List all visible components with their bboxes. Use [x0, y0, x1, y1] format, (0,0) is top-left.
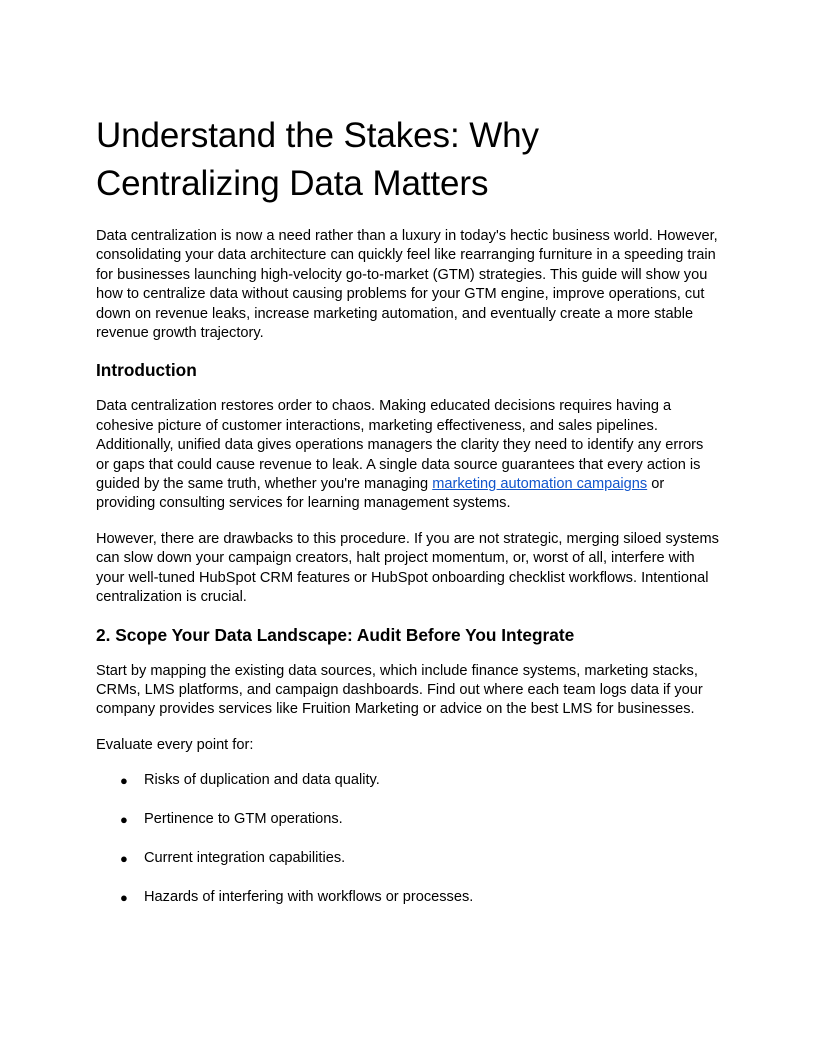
- introduction-heading: Introduction: [96, 360, 197, 381]
- introduction-p1-text-before-link: Data centralization restores order to chaos. Making educated decisions requires having a cohesive picture of customer interactions, marketing effectiveness, and sales pipelines. Additionally, unified data gives operations managers the clarity they need to identify any errors or gaps that could cause revenue to leak. A single data source guarantees that every action is guided by the same truth, whether you're managing: [96, 398, 704, 493]
- list-item: [96, 771, 720, 790]
- document-page: [96, 112, 720, 927]
- list-item: [96, 849, 720, 868]
- document-title: Understand the Stakes: Why Centralizing Data Matters: [96, 116, 539, 203]
- bullet-icon: ●: [120, 812, 128, 828]
- introduction-p1-text-after-link: or providing consulting services for learning management systems.: [96, 476, 665, 512]
- list-item: [96, 810, 720, 829]
- introduction-paragraph-1: [96, 397, 720, 513]
- bullet-icon: ●: [120, 890, 128, 906]
- scope-paragraph-1: Start by mapping the existing data sources, which include finance systems, marketing stacks, CRMs, LMS platforms, and campaign dashboards. Find out where each team logs data if your company provides services like Fruition Marketing or advice on the best LMS for businesses.: [96, 662, 703, 718]
- introduction-paragraph-2: However, there are drawbacks to this procedure. If you are not strategic, merging siloed systems can slow down your campaign creators, halt project momentum, or, worst of all, interfere with your well-tuned HubSpot CRM features or HubSpot onboarding checklist workflows. Intentional centralization is crucial.: [96, 530, 719, 606]
- list-item-text: Hazards of interfering with workflows or processes.: [144, 889, 474, 906]
- scope-heading: 2. Scope Your Data Landscape: Audit Before You Integrate: [96, 624, 575, 645]
- list-item-text: Pertinence to GTM operations.: [144, 811, 343, 828]
- list-item-text: Risks of duplication and data quality.: [144, 772, 380, 789]
- bullet-icon: ●: [120, 851, 128, 867]
- list-item-text: Current integration capabilities.: [144, 850, 346, 867]
- evaluation-list: [96, 771, 720, 907]
- intro-paragraph: Data centralization is now a need rather than a luxury in today's hectic business world. However, consolidating your data architecture can quickly feel like rearranging furniture in a speeding train for businesses launching high-velocity go-to-market (GTM) strategies. This guide will show you how to centralize data without causing problems for your GTM engine, improve operations, cut down on revenue leaks, increase marketing automation, and eventually create a more stable revenue growth trajectory.: [96, 228, 718, 342]
- bullet-icon: ●: [120, 773, 128, 789]
- marketing-automation-link[interactable]: marketing automation campaigns: [432, 476, 648, 493]
- list-item: [96, 888, 720, 907]
- scope-paragraph-2: Evaluate every point for:: [96, 736, 254, 753]
